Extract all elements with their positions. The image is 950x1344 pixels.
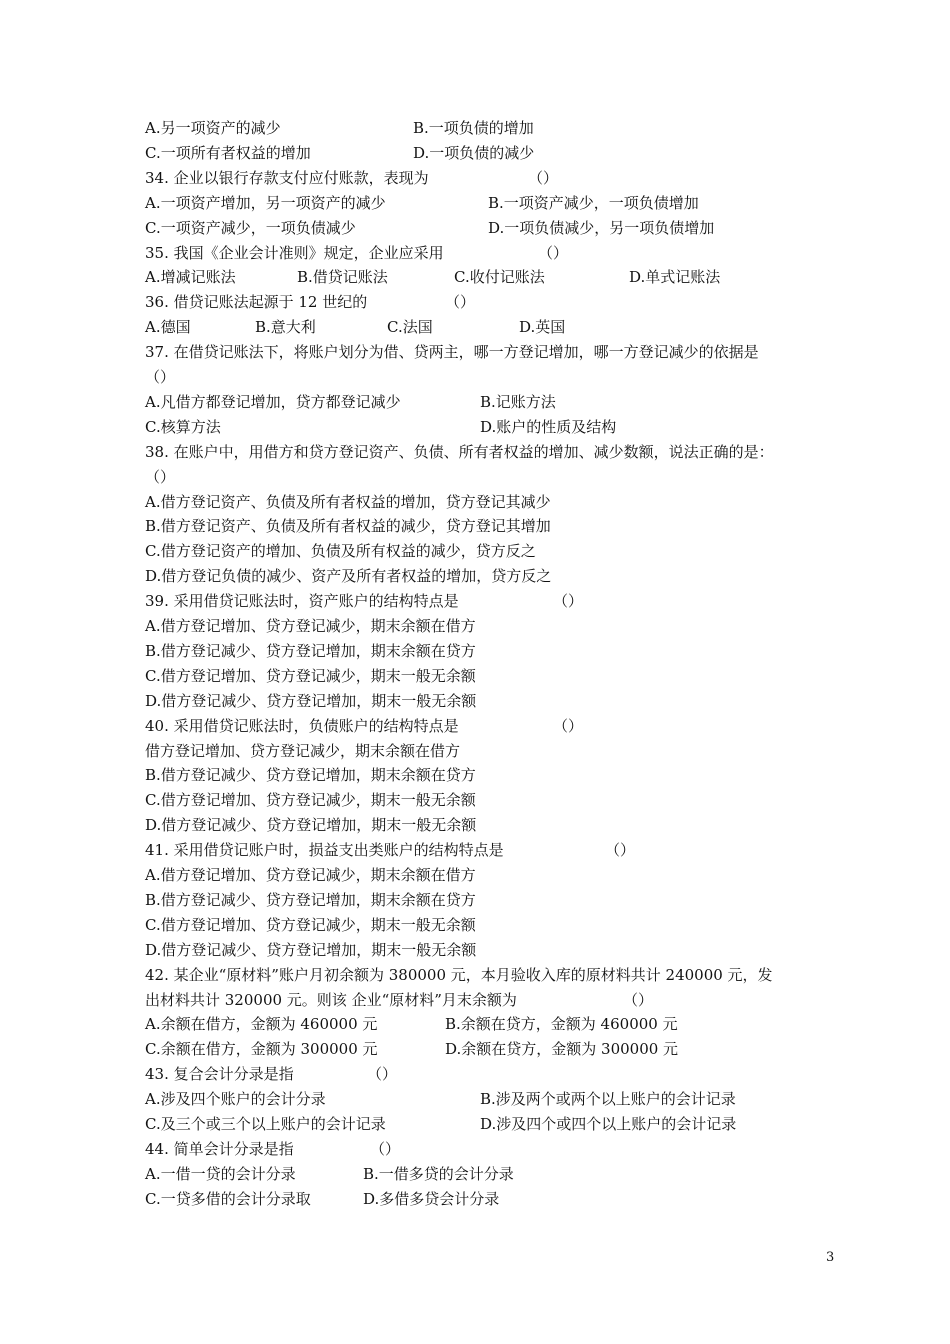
text-segment: （）: [623, 990, 654, 1009]
text-segment: C.借方登记增加、贷方登记减少，期末一般无余额: [145, 915, 476, 934]
text-segment: （）: [553, 716, 584, 735]
text-segment: B.借方登记减少、贷方登记增加，期末余额在贷方: [145, 641, 476, 660]
text-segment: B.余额在贷方，金额为 460000 元: [445, 1015, 678, 1034]
text-segment: （）: [528, 168, 559, 187]
text-segment: B.一项资产减少，一项负债增加: [488, 193, 699, 212]
text-segment: 出材料共计 320000 元。则该 企业“原材料”月末余额为: [145, 990, 517, 1009]
text-segment: （）: [605, 841, 636, 860]
text-segment: B.借贷记账法: [297, 268, 388, 287]
text-segment: A.一借一贷的会计分录: [145, 1164, 296, 1183]
text-segment: 44. 简单会计分录是指: [145, 1139, 294, 1158]
text-segment: A.德国: [145, 318, 191, 337]
text-segment: 38. 在账户中，用借方和贷方登记资产、负债、所有者权益的增加、减少数额，说法正确的是：: [145, 442, 774, 461]
text-segment: D.账户的性质及结构: [480, 417, 617, 436]
text-segment: B.借方登记减少、贷方登记增加，期末余额在贷方: [145, 766, 476, 785]
text-segment: C.收付记账法: [454, 268, 545, 287]
text-segment: C.及三个或三个以上账户的会计记录: [145, 1115, 386, 1133]
text-segment: 40. 采用借贷记账法时，负债账户的结构特点是: [145, 716, 459, 735]
text-segment: D.多借多贷会计分录: [363, 1189, 500, 1208]
text-segment: （）: [445, 293, 476, 312]
text-segment: C.一项资产减少，一项负债减少: [145, 218, 356, 237]
text-segment: C.法国: [387, 318, 433, 337]
text-segment: C.借方登记增加、贷方登记减少，期末一般无余额: [145, 791, 476, 810]
text-segment: 41. 采用借贷记账户时，损益支出类账户的结构特点是: [145, 841, 504, 860]
text-segment: C.借方登记增加、贷方登记减少，期末一般无余额: [145, 666, 476, 685]
text-segment: B.一借多贷的会计分录: [363, 1164, 514, 1183]
text-segment: A.增减记账法: [145, 268, 236, 287]
text-segment: 34. 企业以银行存款支付应付账款，表现为: [145, 168, 429, 187]
text-segment: （）: [145, 368, 176, 386]
text-segment: 43. 复合会计分录是指: [145, 1065, 294, 1084]
text-segment: A.借方登记增加、贷方登记减少，期末余额在借方: [145, 617, 476, 635]
page-number: 3: [826, 1250, 835, 1265]
text-segment: B.意大利: [255, 318, 316, 337]
text-segment: C.余额在借方，金额为 300000 元: [145, 1040, 378, 1059]
text-segment: D.英国: [519, 318, 566, 337]
text-segment: （）: [145, 467, 176, 486]
text-segment: D.借方登记减少、贷方登记增加，期末一般无余额: [145, 940, 477, 959]
text-segment: 36. 借贷记账法起源于 12 世纪的: [145, 293, 368, 312]
text-segment: D.涉及四个或四个以上账户的会计记录: [480, 1115, 737, 1133]
text-segment: （）: [370, 1139, 401, 1158]
text-segment: D.借方登记负债的减少、资产及所有者权益的增加，贷方反之: [145, 567, 552, 586]
text-segment: B.涉及两个或两个以上账户的会计记录: [480, 1090, 736, 1109]
text-segment: A.另一项资产的减少: [145, 119, 281, 137]
text-segment: D.单式记账法: [629, 268, 721, 287]
text-segment: B.借方登记减少、贷方登记增加，期末余额在贷方: [145, 890, 476, 909]
text-segment: B.借方登记资产、负债及所有者权益的减少，贷方登记其增加: [145, 517, 551, 536]
text-segment: A.一项资产增加，另一项资产的减少: [145, 193, 386, 212]
text-segment: （）: [538, 243, 569, 262]
text-segment: C.核算方法: [145, 417, 221, 436]
text-segment: A.余额在借方，金额为 460000 元: [145, 1015, 378, 1034]
text-segment: A.借方登记增加、贷方登记减少，期末余额在借方: [145, 866, 476, 884]
text-segment: B.一项负债的增加: [413, 119, 534, 137]
text-segment: （）: [553, 592, 584, 611]
text-segment: D.余额在贷方，金额为 300000 元: [445, 1040, 679, 1059]
text-segment: 37. 在借贷记账法下，将账户划分为借、贷两主，哪一方登记增加，哪一方登记减少的依据是: [145, 343, 759, 362]
text-segment: D.借方登记减少、贷方登记增加，期末一般无余额: [145, 816, 477, 835]
text-segment: C.借方登记资产的增加、负债及所有权益的减少，贷方反之: [145, 542, 536, 561]
text-segment: C.一项所有者权益的增加: [145, 143, 311, 162]
text-segment: 39. 采用借贷记账法时，资产账户的结构特点是: [145, 592, 459, 611]
text-segment: 42. 某企业“原材料”账户月初余额为 380000 元，本月验收入库的原材料共计 240000 元，发: [145, 965, 773, 984]
text-segment: A.涉及四个账户的会计分录: [145, 1090, 326, 1109]
text-segment: A.凡借方都登记增加，贷方都登记减少: [145, 392, 401, 411]
text-segment: D.一项负债的减少: [413, 143, 535, 162]
text-segment: B.记账方法: [480, 392, 556, 411]
text-segment: D.借方登记减少、贷方登记增加，期末一般无余额: [145, 691, 477, 710]
text-segment: D.一项负债减少，另一项负债增加: [488, 218, 715, 237]
text-segment: A.借方登记资产、负债及所有者权益的增加，贷方登记其减少: [145, 492, 551, 511]
text-segment: C.一贷多借的会计分录取: [145, 1189, 311, 1208]
text-segment: （）: [367, 1065, 398, 1084]
text-segment: 借方登记增加、贷方登记减少，期末余额在借方: [145, 741, 461, 760]
text-segment: 35. 我国《企业会计准则》规定，企业应采用: [145, 243, 444, 262]
